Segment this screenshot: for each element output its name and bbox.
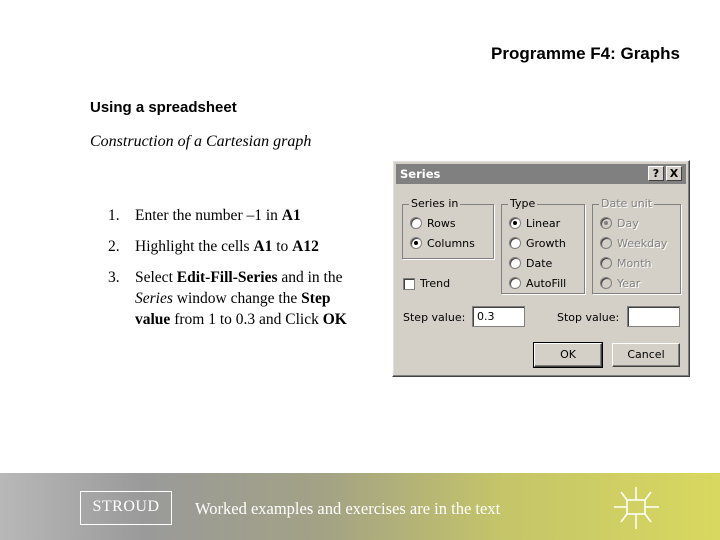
subheading: Using a spreadsheet (90, 99, 237, 116)
help-button[interactable]: ? (648, 166, 664, 181)
radio-label: Linear (526, 216, 561, 230)
stroud-logo: STROUD (80, 491, 172, 525)
step-text-italic: Series (135, 290, 173, 307)
step-text-bold: OK (322, 311, 347, 328)
step-text-part: Highlight the cells (135, 238, 254, 255)
step-number: 1. (108, 207, 120, 224)
series-in-label: Series in (411, 197, 459, 210)
radio-label: Month (617, 256, 652, 270)
radio-columns[interactable] (410, 236, 475, 250)
radio-dot (600, 237, 612, 249)
dialog-titlebar[interactable] (396, 164, 686, 184)
step-text-part: and in the (277, 269, 343, 286)
radio-label: AutoFill (526, 276, 567, 290)
step-text (135, 267, 358, 330)
stop-value-label: Stop value: (557, 311, 620, 324)
radio-rows[interactable] (410, 216, 456, 230)
trend-checkbox[interactable] (403, 277, 450, 290)
step-text-bold: A1 (281, 207, 301, 224)
step-number: 3. (108, 269, 120, 286)
step-text (135, 205, 358, 226)
series-dialog (392, 160, 690, 377)
step-3 (108, 267, 358, 330)
radio-dot (509, 237, 521, 249)
step-text-bold: Edit-Fill-Series (176, 269, 278, 286)
radio-label: Year (617, 276, 641, 290)
steps-list (108, 205, 358, 340)
radio-dot (410, 237, 422, 249)
step-value-label: Step value: (403, 311, 466, 324)
step-text-bold: Step value (135, 290, 331, 328)
step-text-part: Enter the number –1 in (135, 207, 282, 224)
radio-label: Day (617, 216, 639, 230)
radio-year[interactable] (600, 276, 640, 290)
radio-day[interactable] (600, 216, 639, 230)
compass-logo-icon (612, 483, 662, 533)
date-unit-label: Date unit (601, 197, 653, 210)
type-group (501, 197, 585, 294)
footer-bar (0, 473, 720, 540)
step-text-bold: A12 (292, 238, 319, 255)
step-text-part: Select (135, 269, 177, 286)
type-label: Type (510, 197, 536, 210)
radio-dot (600, 217, 612, 229)
radio-label: Weekday (617, 236, 668, 250)
radio-dot (509, 217, 521, 229)
step-text-part: to (272, 238, 293, 255)
radio-dot (410, 217, 422, 229)
step-value-input[interactable]: 0.3 (472, 306, 525, 327)
radio-autofill[interactable] (509, 276, 566, 290)
radio-dot (600, 257, 612, 269)
step-1 (108, 205, 358, 226)
radio-growth[interactable] (509, 236, 566, 250)
radio-weekday[interactable] (600, 236, 667, 250)
step-number: 2. (108, 238, 120, 255)
cancel-button[interactable]: Cancel (612, 343, 680, 367)
radio-linear[interactable] (509, 216, 560, 230)
radio-dot (509, 257, 521, 269)
slide-subtitle: Construction of a Cartesian graph (90, 133, 312, 150)
dialog-title: Series (400, 167, 441, 181)
trend-label: Trend (420, 277, 451, 290)
series-in-group (402, 197, 494, 259)
stop-value-input[interactable] (627, 306, 680, 327)
step-text-part: from 1 to 0.3 and Click (170, 311, 323, 328)
ok-button[interactable]: OK (534, 343, 602, 367)
footer-text: Worked examples and exercises are in the text (195, 499, 501, 518)
programme-title: Programme F4: Graphs (491, 44, 680, 63)
date-unit-group (592, 197, 681, 294)
step-text-part: window change the (172, 290, 302, 307)
radio-dot (509, 277, 521, 289)
radio-label: Columns (427, 236, 475, 250)
radio-label: Growth (526, 236, 566, 250)
radio-label: Rows (427, 216, 456, 230)
close-button[interactable]: X (666, 166, 682, 181)
step-text (135, 236, 358, 257)
radio-month[interactable] (600, 256, 651, 270)
checkbox-box (403, 278, 415, 290)
radio-dot (600, 277, 612, 289)
step-text-bold: A1 (253, 238, 273, 255)
radio-date[interactable] (509, 256, 552, 270)
step-2 (108, 236, 358, 257)
radio-label: Date (526, 256, 553, 270)
